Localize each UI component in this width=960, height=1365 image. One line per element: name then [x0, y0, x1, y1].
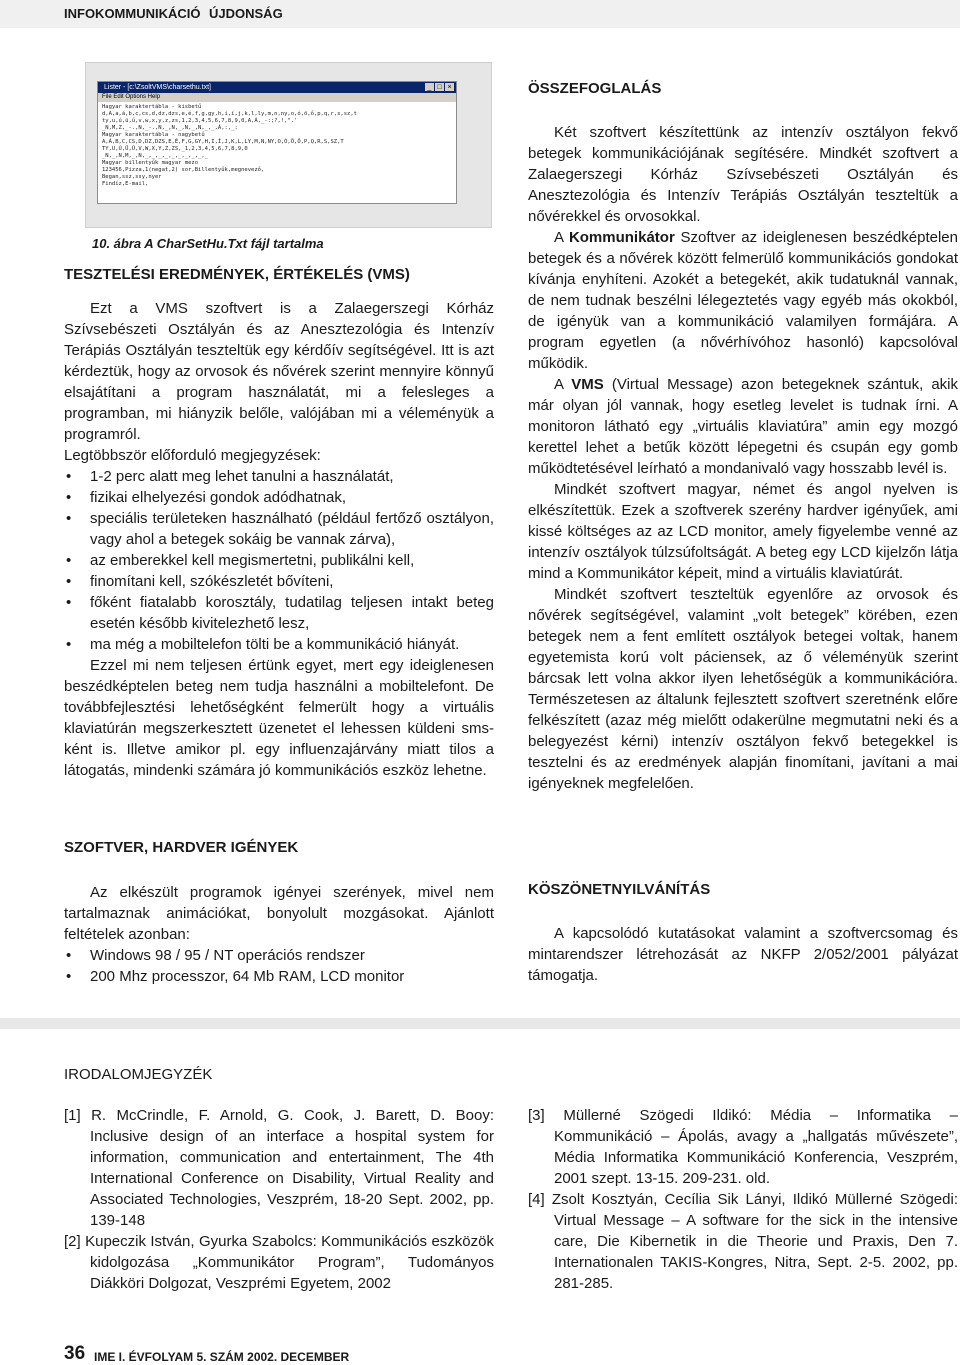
- minimize-icon: _: [425, 83, 434, 91]
- references-right: [528, 1105, 958, 1294]
- figure-caption: 10. ábra A CharSetHu.Txt fájl tartalma: [92, 236, 324, 251]
- list-item: • fizikai elhelyezési gondok adódhatnak,: [64, 487, 494, 508]
- text-span: (Virtual Message) azon betegeknek szántuk, akik már olyan jól vannak, hogy esetleg levelet is tudnak írni. A monitoron látható egy „virtuális klaviatúra” amin egy mozgó kerettel lehet a betűk között lépegetni és csupán egy gomb működtetésével leírható a mondanivaló vagy hosszabb levél is.: [528, 376, 958, 477]
- journal-info: IME I. ÉVFOLYAM 5. SZÁM 2002. DECEMBER: [94, 1350, 350, 1364]
- kommunikator-term: Kommunikátor: [568, 229, 675, 246]
- left-paragraph-1: Ezt a VMS szoftvert is a Zalaegerszegi Kórház Szívsebészeti Osztályán és az Anesztezológia és Intenzív Terápiás Osztályán teszteltük egy kérdőív segítségével. Itt is azt kérdeztük, hogy az orvosok és nővérek szerint mennyire könnyű elsajátítani a program használatát, mi a felesleges a programban, mi hiányzik belőle, valójában mi a véleményük a programról.: [64, 300, 494, 443]
- requirements-list: [64, 945, 494, 987]
- figure-screenshot: [85, 62, 492, 228]
- list-item: • 200 Mhz processzor, 64 Mb RAM, LCD monitor: [64, 966, 494, 987]
- references-title: IRODALOMJEGYZÉK: [64, 1066, 213, 1083]
- heading-acknowledgement: KÖSZÖNETNYILVÁNÍTÁS: [528, 881, 711, 898]
- window-content: Hagyar karaktertábla - kisbetű d,A,a,á,b,c,cs,d,dz,dzs,e,é,f,g,gy,h,i,í,j,k,l,ly,m,n,ny,o,ó,ö,ő,p,q,r,s,sz,t ty,u,ú,ü,ű,v,w,x,y,z,zs,1,2,3,4,5,6,7,8,9,0,A,Á,_-:;?,!,".' _N,M,Z,_-.,N,_-.,N,_,N,_,N,_,N,_,_,Á,:,_: Magyar karaktertábla - nagybetű A,Á,B,C,CS,D,DZ,DZS,E,É,F,G,GY,H,I,Í,J,K,L,LY,M,N,NY,O,Ó,Ö,Ő,P,Q,R,S,SZ,T TY,U,Ú,Ü,Ű,V,W,X,Y,Z,ZS,_1,2,3,4,5,6,7,8,9,0 _N,_,N,M,_,N,_,_,_,_,_,_,_,_,_,_ Magyar billentyűk magyar mezo 123456,Pizza,1(negat,2) sor,Billentyűk,megnevező, Began,ssz,ssy,nyer Findíz,E-mail,: [102, 104, 357, 187]
- running-header: [0, 0, 960, 28]
- reference-item: [2] Kupeczik István, Gyurka Szabolcs: Kommunikációs eszközök kidolgozása „Kommunikátor Program”, Tudományos Diákköri Dolgozat, Veszprémi Egyetem, 2002: [64, 1233, 494, 1292]
- heading-requirements: SZOFTVER, HARDVER IGÉNYEK: [64, 839, 299, 856]
- page-number: 36: [64, 1343, 86, 1364]
- header-subsection: ÚJDONSÁG: [209, 6, 283, 21]
- right-body-1: [528, 122, 958, 794]
- close-icon: ×: [445, 83, 454, 91]
- references-left: [64, 1105, 494, 1294]
- window-controls: [424, 83, 454, 92]
- list-item: • Windows 98 / 95 / NT operációs rendszer: [64, 945, 494, 966]
- list-item: • 1-2 perc alatt meg lehet tanulni a használatát,: [64, 466, 494, 487]
- left-paragraph-2: Legtöbbször előforduló megjegyzések:: [64, 447, 321, 464]
- right-paragraph-5: Mindkét szoftvert teszteltük egyenlőre az orvosok és nővérek segítségével, valamint „volt betegek” körében, ezen betegek nem a fent említett osztályok betegei voltak, hanem egyetemista korú volt páciensek, az ő véleményük szerint bárcsak lett volna akkor ilyen lehetőségük a kommunikációra. Természetesen az általunk fejlesztett szoftvert szeretnénk előre felkészített (azaz még mielőtt odakerülne megmutatni neki és a belegyezést kérni) intenzív osztályon fekvő betegekkel is tesztelni és az eredmények alapján finomítani, javítani a mai igényeknek megfelelően.: [528, 586, 958, 792]
- right-paragraph-1: Két szoftvert készítettünk az intenzív osztályon fekvő betegek kommunikációjának segítésére. Mindkét szoftvert a Zalaegerszegi Kórház Szívsebészeti Osztályán és Anesztezológia és Intenzív Terápiás Osztályán teszteltük a nővérekkel és orvosokkal.: [528, 124, 958, 225]
- list-item: • főként fiatalabb korosztály, tudatilag teljesen intakt beteg esetén később kivitelezhető lesz,: [64, 592, 494, 634]
- list-item: • ma még a mobiltelefon tölti be a kommunikáció hiányát.: [64, 634, 494, 655]
- reference-item: [1] R. McCrindle, F. Arnold, G. Cook, J. Barett, D. Booy: Inclusive design of an interface a hospital system for information, communication and entertainment, The 4th International Conference on Disability, Virtual Reality and Associated Technologies, Veszprém, 18-20 Sept. 2002, pp. 139-148: [64, 1107, 494, 1229]
- heading-summary: ÖSSZEFOGLALÁS: [528, 80, 662, 97]
- left-body-1: [64, 298, 494, 781]
- list-item: • az emberekkel kell megismertetni, publikálni kell,: [64, 550, 494, 571]
- right-paragraph-6: A kapcsolódó kutatásokat valamint a szoftvercsomag és mintarendszer létrehozását az NKFP 2/052/2001 pályázat támogatja.: [528, 925, 958, 984]
- right-paragraph-2: [528, 227, 958, 374]
- text-span: A: [554, 376, 572, 393]
- header-section: INFOKOMMUNIKÁCIÓ: [64, 6, 201, 21]
- list-item: • finomítani kell, szókészletét bővíteni,: [64, 571, 494, 592]
- left-body-2: [64, 882, 494, 987]
- section-divider: [0, 1018, 960, 1029]
- left-paragraph-4: Az elkészült programok igényei szerények, mivel nem tartalmaznak animációkat, bonyolult mozgásokat. Ajánlott feltételek azonban:: [64, 884, 494, 943]
- text-span: A: [554, 229, 569, 246]
- vms-term: VMS: [571, 376, 604, 393]
- right-paragraph-4: Mindkét szoftvert magyar, német és angol nyelven is elkészítettük. Ezek a szoftverek szerény hardver igényűek, ami kissé költséges az az LCD monitor, amely figyelembe venné az intenzív osztályok túlzsúfoltságát. A beteg egy LCD kijelzőn látja mind a Kommunikátor képeit, mind a virtuális klaviatúrát.: [528, 481, 958, 582]
- right-body-2: [528, 923, 958, 986]
- text-span: Szoftver az ideiglenesen beszédképtelen betegek és a nővérek között felmerülő kommunikációs gondokat kívánja enyhíteni. Azokét a betegekét, akik tudatuknál vannak, de nem tudnak beszélni lélegeztetés vagy egyéb más okokból, de igényük van a kommunikáció valamilyen formájára. A program egyetlen (a nővérhívóhoz hasonló) kapcsolóval működik.: [528, 229, 958, 372]
- remarks-list: [64, 466, 494, 655]
- window-menu: File Edit Options Help: [98, 93, 456, 102]
- window-titlebar: [98, 82, 456, 93]
- maximize-icon: □: [435, 83, 444, 91]
- list-item: • speciális területeken használható (például fertőző osztályon, vagy ahol a betegek sokáig be vannak zárva),: [64, 508, 494, 550]
- heading-test-results: TESZTELÉSI EREDMÉNYEK, ÉRTÉKELÉS (VMS): [64, 266, 410, 283]
- lister-window: [97, 81, 457, 204]
- reference-item: [4] Zsolt Kosztyán, Cecília Sik Lányi, Ildikó Müllerné Szögedi: Virtual Message – A software for the sick in the intensive care, Die Kibernetik in die Theorie und Praxis, Den 7. Internationalen TAKIS-Kongres, Nitra, Sept. 2-5. 2002, pp. 281-285.: [528, 1191, 958, 1292]
- left-paragraph-3: Ezzel mi nem teljesen értünk egyet, mert egy ideiglenesen beszédképtelen beteg nem tudja használni a mobiltelefont. De továbbfejlesztési lehetőségként felmerült hogy a virtuális klaviatúrán megszerkesztett üzenetet el lehessen küldeni sms-ként is. Illetve amikor pl. egy influenzajárvány miatt tilos a látogatás, mindenki számára jó kommunikációs eszköz lehetne.: [64, 657, 494, 779]
- window-title: Lister - [c:\ZsoltVMS\charsethu.txt]: [104, 84, 211, 91]
- reference-item: [3] Müllerné Szögedi Ildikó: Média – Informatika – Kommunikáció – Ápolás, avagy a „hallgatás művészete”, Média Informatika Kommunikáció Konferencia, Veszprém, 2001 szept. 13-15. 209-231. old.: [528, 1107, 958, 1187]
- right-paragraph-3: [528, 374, 958, 479]
